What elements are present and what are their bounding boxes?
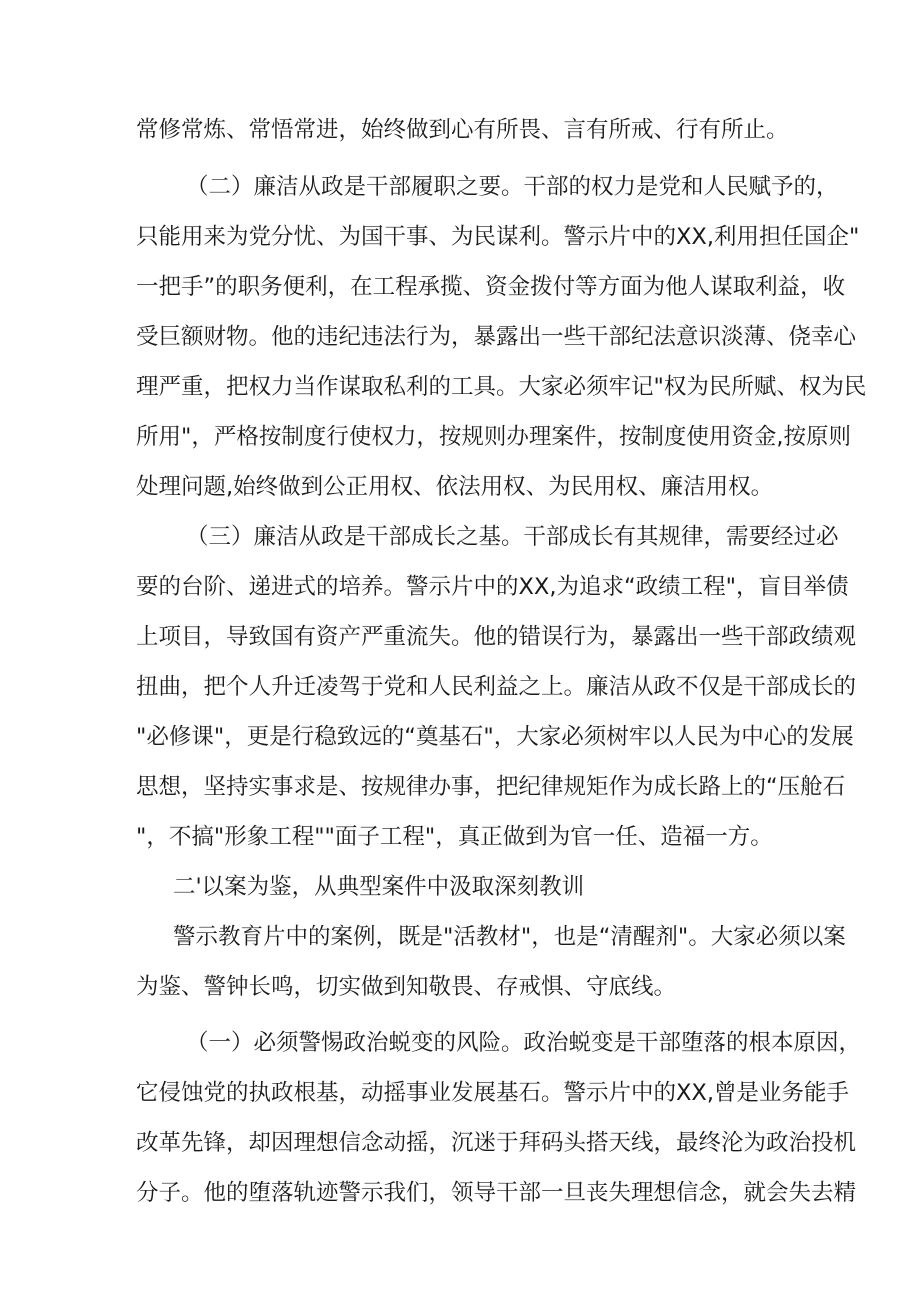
- section-heading: 二'以案为鉴，从典型案件中汲取深刻教训: [173, 874, 585, 900]
- text-line-9: （三）廉洁从政是干部成长之基。干部成长有其规律，需要经过必: [186, 524, 839, 550]
- text-line-2: （二）廉洁从政是干部履职之要。干部的权力是党和人民赋予的，: [186, 174, 839, 200]
- text-line-14: 思想，坚持实事求是、按规律办事，把纪律规矩作为成长路上的“压舱石: [136, 774, 846, 800]
- text-line-21: 改革先锋，却因理想信念动摇，沉迷于拜码头搭天线，最终沦为政治投机: [136, 1130, 857, 1156]
- text-line-18: 为鉴、警钟长鸣，切实做到知敬畏、存戒惧、守底线。: [136, 974, 677, 1000]
- text-line-22: 分子。他的堕落轨迹警示我们，领导干部一旦丧失理想信念，就会失去精: [136, 1180, 857, 1206]
- text-line-13: "必修课"，更是行稳致远的“奠基石"，大家必须树牢以人民为中心的发展: [136, 724, 854, 750]
- text-line-4: 一把手”的职务便利，在工程承揽、资金拨付等方面为他人谋取利益，收: [136, 274, 846, 300]
- text-line-7: 所用"，严格按制度行使权力，按规则办理案件，按制度使用资金,按原则: [136, 424, 852, 450]
- text-line-15: "，不搞"形象工程""面子工程"，真正做到为官一任、造福一方。: [136, 824, 773, 850]
- text-line-11: 上项目，导致国有资产严重流失。他的错误行为，暴露出一些干部政绩观: [136, 624, 857, 650]
- text-line-8: 处理问题,始终做到公正用权、依法用权、为民用权、廉洁用权。: [136, 474, 774, 500]
- text-line-17: 警示教育片中的案例，既是"活教材"，也是“清醒剂"。大家必须以案: [173, 924, 846, 950]
- text-line-20: 它侵蚀党的执政根基，动摇事业发展基石。警示片中的XX,曾是业务能手: [136, 1080, 849, 1106]
- text-line-1: 常修常炼、常悟常进，始终做到心有所畏、言有所戒、行有所止。: [136, 117, 789, 143]
- text-line-10: 要的台阶、递进式的培养。警示片中的XX,为追求“政绩工程"，盲目举债: [136, 574, 849, 600]
- text-line-19: （一）必须警惕政治蜕变的风险。政治蜕变是干部堕落的根本原因，: [186, 1030, 862, 1056]
- text-line-6: 理严重，把权力当作谋取私利的工具。大家必须牢记"权为民所赋、权为民: [136, 374, 867, 400]
- text-line-3: 只能用来为党分忧、为国干事、为民谋利。警示片中的XX,利用担任国企": [136, 224, 860, 250]
- text-line-12: 扭曲，把个人升迁凌驾于党和人民利益之上。廉洁从政不仅是干部成长的: [136, 674, 857, 700]
- text-line-5: 受巨额财物。他的违纪违法行为，暴露出一些干部纪法意识淡薄、侥幸心: [136, 324, 857, 350]
